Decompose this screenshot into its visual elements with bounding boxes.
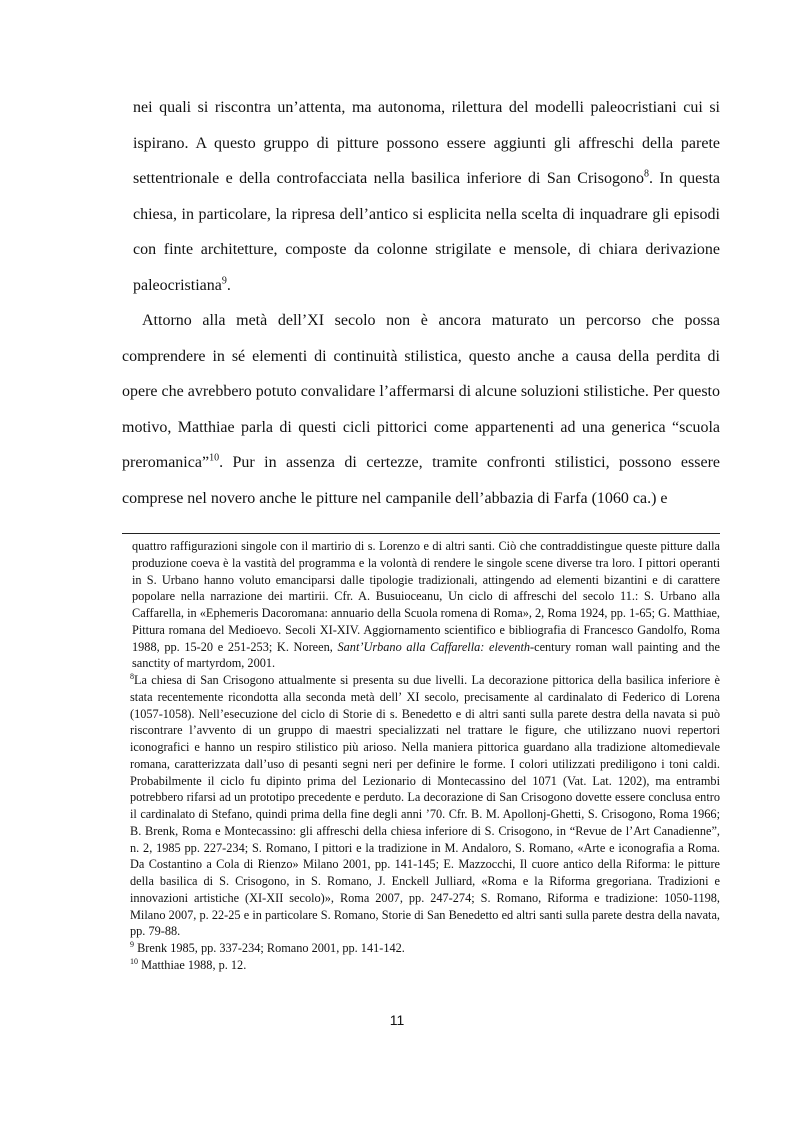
footnote-8-number: 8 — [130, 671, 134, 681]
footnote-10-text: Matthiae 1988, p. 12. — [138, 957, 247, 972]
footnote-ref-10[interactable]: 10 — [209, 452, 220, 464]
paragraph-1-text-c: . — [226, 276, 231, 294]
footnote-continuation-text-b: century roman wall painting and the sanctity of martyrdom, 2001. — [132, 639, 720, 671]
page-number: 11 — [389, 1012, 405, 1028]
footnote-separator — [122, 533, 720, 534]
paragraph-2-text-b: . Pur in assenza di certezze, tramite confronti stilistici, possono essere comprese nel novero anche le pitture nel campanile dell’abbazia di Farfa (1060 ca.) e — [122, 454, 720, 507]
footnote-continuation-italic: Sant’Urbano alla Caffarella: eleventh- — [337, 639, 535, 654]
footnote-continuation — [132, 538, 720, 672]
main-text — [122, 90, 720, 516]
paragraph-2 — [122, 303, 720, 516]
paragraph-1 — [122, 90, 720, 303]
footnote-continuation-text-a: quattro raffigurazioni singole con il martirio di s. Lorenzo e di altri santi. Ciò che contraddistingue queste pitture dalla produzione coeva è la vastità del programma e la volontà di rendere le singole scene diverse tra loro. I pittori operanti in S. Urbano hanno voluto emanciparsi dalle tipologie tradizionali, attingendo ad elementi bizantini e di carattere popolare nella narrazione dei martirii. Cfr. A. Busuioceanu, Un ciclo di affreschi del secolo 11.: S. Urbano alla Caffarella, in «Ephemeris Dacoromana: annuario della Scuola romena di Roma», 2, Roma 1924, pp. 1-65; G. Matthiae, Pittura romana del Medioevo. Secoli XI-XIV. Aggiornamento scientifico e bibliografia di Francesco Gandolfo, Roma 1988, pp. 15-20 e 251-253; K. Noreen, — [132, 539, 720, 654]
footnote-10 — [130, 957, 720, 974]
footnote-9 — [130, 940, 720, 957]
paragraph-1-text-b: . In questa chiesa, in particolare, la ripresa dell’antico si esplicita nella scelta di inquadrare gli episodi con finte architetture, composte da colonne strigilate e mensole, di chiara derivazione paleocristiana — [133, 170, 721, 294]
footnote-10-number: 10 — [130, 956, 138, 966]
footnotes — [132, 538, 720, 974]
paragraph-1-text-a: nei quali si riscontra un’attenta, ma autonoma, rilettura del modelli paleocristiani cui si ispirano. A questo gruppo di pitture possono essere aggiunti gli affreschi della parete settentrionale e della controfacciata nella basilica inferiore di San Crisogono — [133, 99, 720, 187]
footnote-9-text: Brenk 1985, pp. 337-234; Romano 2001, pp. 141-142. — [134, 941, 405, 955]
paragraph-2-text-a: Attorno alla metà dell’XI secolo non è ancora maturato un percorso che possa comprendere in sé elementi di continuità stilistica, questo anche a causa della perdita di opere che avrebbero potuto convalidare l’affermarsi di alcune soluzioni stilistiche. Per questo motivo, Matthiae parla di questi cicli pittorici come appartenenti ad una generica “scuola preromanica” — [122, 312, 720, 471]
footnote-8-text: La chiesa di San Crisogono attualmente si presenta su due livelli. La decorazione pittorica della basilica inferiore è stata recentemente ricondotta alla seconda metà dell’ XI secolo, precisamente al cardinalato di Federico di Lorena (1057-1058). Nell’esecuzione del ciclo di Storie di s. Benedetto e di altri santi sulla parete destra della navata si può riscontrare l’avvento di un gruppo di maestri specializzati nel trattare le figure, che utilizzano nuovi repertori iconografici e hanno un respiro stilistico più arioso. Nella maniera pittorica guardano alla tradizione altomedievale romana, caratterizzata dall’uso di pesanti segni neri per definire le forme. I colori utilizzati prediligono i toni caldi. Probabilmente il ciclo fu dipinto prima del Lezionario di Montecassino del 1071 (Vat. Lat. 1202), ma entrambi potrebbero rifarsi ad un prototipo precedente e perduto. La decorazione di San Crisogono dovette essere conclusa entro il cardinalato di Stefano, quindi prima della fine degli anni ’70. Cfr. B. M. Apollonj-Ghetti, S. Crisogono, Roma 1966; B. Brenk, Roma e Montecassino: gli affreschi della chiesa inferiore di S. Crisogono, in “Revue de l’Art Canadienne”, n. 2, 1985 pp. 227-234; S. Romano, I pittori e la tradizione in M. Andaloro, S. Romano, «Arte e iconografia a Roma. Da Costantino a Cola di Rienzo» Milano 2001, pp. 141-145; E. Mazzocchi, Il cuore antico della Riforma: le pitture della basilica di S. Crisogono, in S. Romano, J. Enckell Julliard, «Roma e la Riforma gregoriana. Tradizioni e innovazioni artistiche (XI-XII secolo)», Roma 2007, pp. 247-274; S. Romano, Riforma e tradizione: 1050-1198, Milano 2007, p. 22-25 e in particolare S. Romano, Storie di San Benedetto ed altri santi sulla parete destra della navata, pp. 79-88. — [130, 673, 720, 939]
footnote-ref-9[interactable]: 9 — [221, 275, 227, 287]
footnote-8 — [130, 672, 720, 940]
footnote-ref-8[interactable]: 8 — [643, 168, 649, 180]
footnote-9-number: 9 — [130, 939, 134, 949]
